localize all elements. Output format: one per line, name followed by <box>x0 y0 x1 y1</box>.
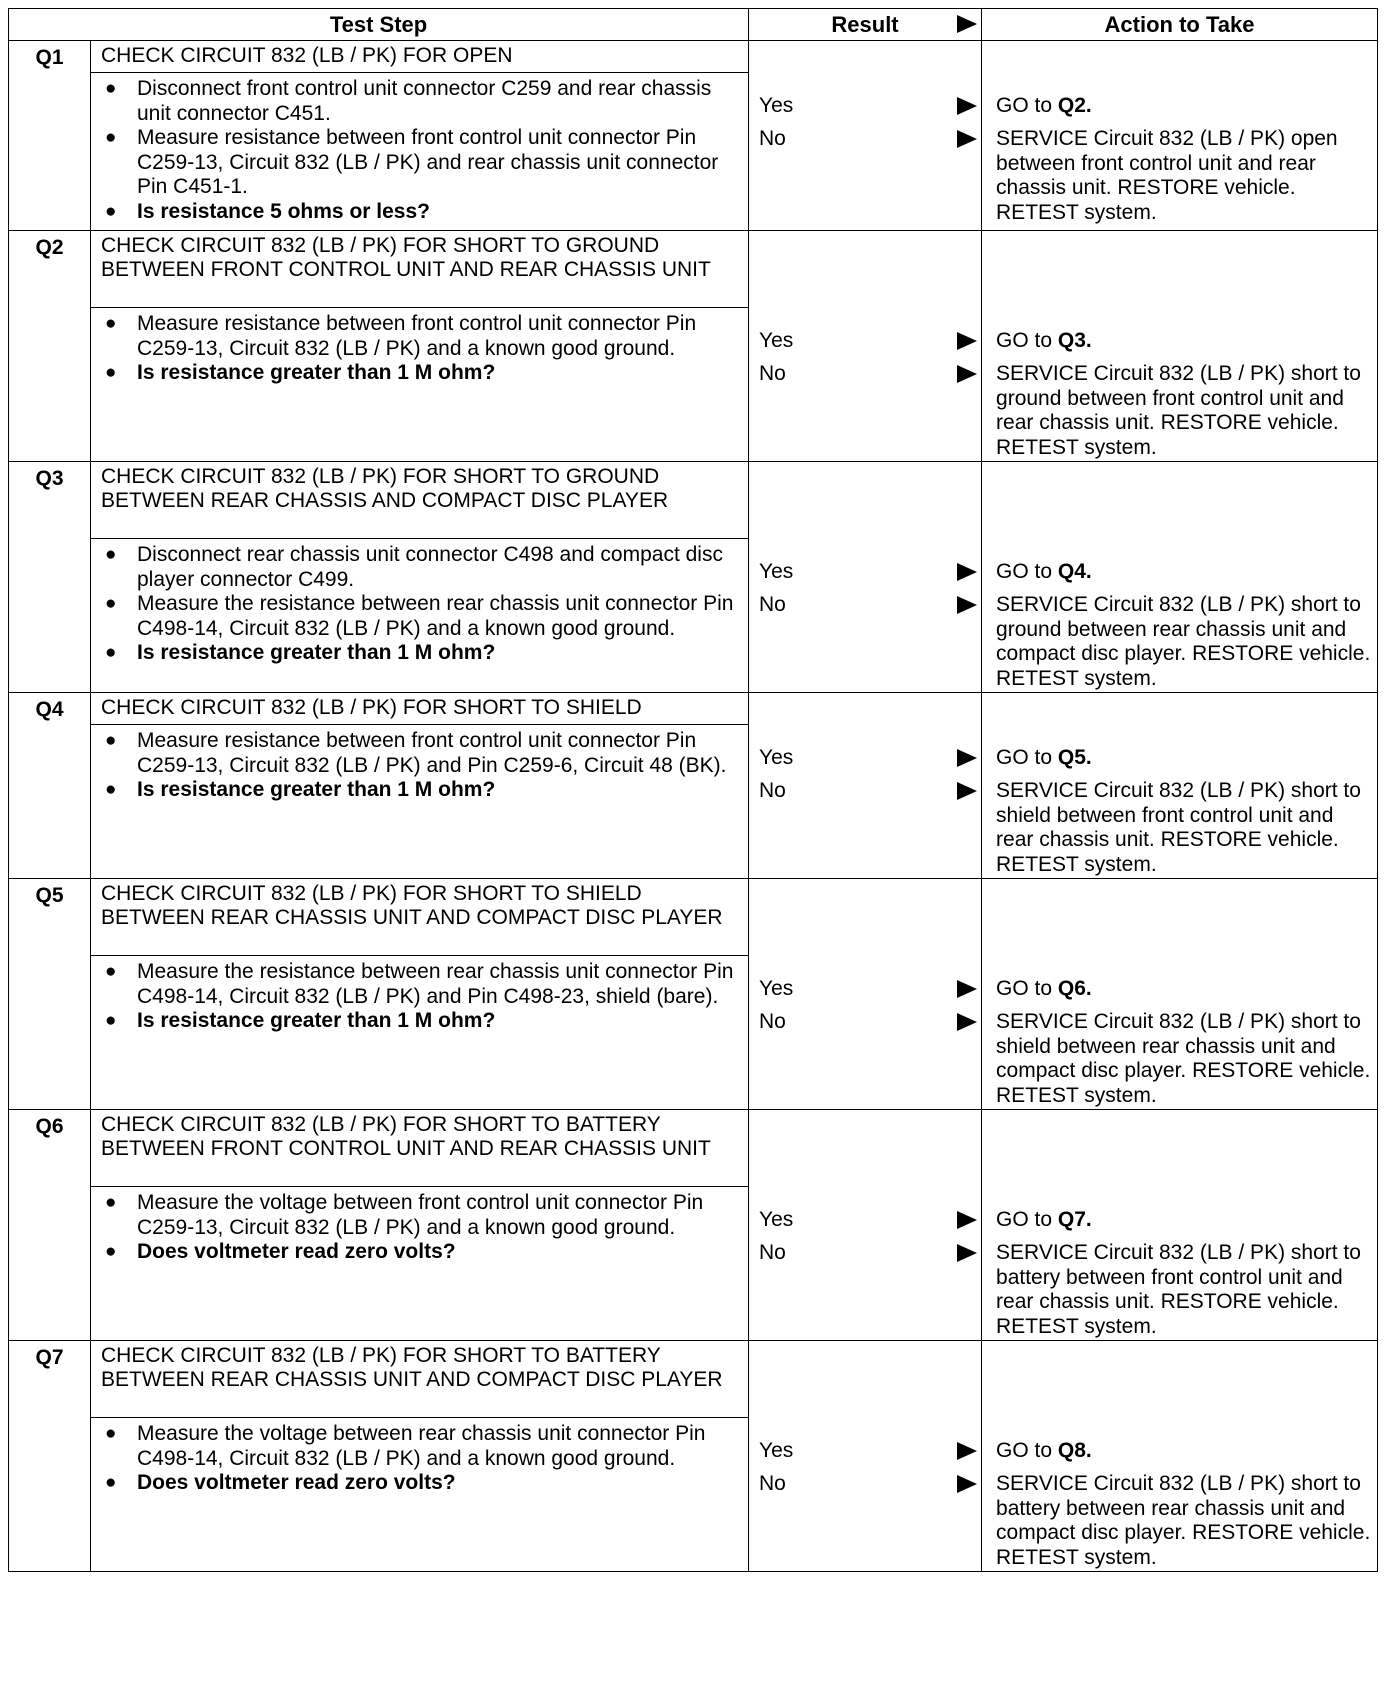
result-cell <box>749 231 982 462</box>
step-question: ● Is resistance 5 ohms or less? <box>101 200 742 225</box>
action-yes-prefix: GO to <box>996 329 1053 352</box>
result-cell <box>749 41 982 231</box>
action-yes-target: Q2. <box>1057 94 1092 117</box>
action-cell <box>982 693 1378 879</box>
step-id: Q5 <box>9 879 91 1110</box>
result-cell <box>749 879 982 1110</box>
right-arrow-icon <box>957 332 977 350</box>
action-yes-target: Q7. <box>1057 1208 1092 1231</box>
result-yes-label: Yes <box>759 329 794 352</box>
result-no-label: No <box>759 127 786 150</box>
action-no: SERVICE Circuit 832 (LB / PK) short to ground between rear chassis unit and compact disc player. RESTORE vehicle. RETEST system. <box>996 593 1371 690</box>
step-id: Q6 <box>9 1110 91 1341</box>
action-yes-target: Q3. <box>1057 329 1092 352</box>
right-arrow-icon <box>957 749 977 767</box>
step-bullet-list <box>101 77 742 224</box>
result-yes <box>759 745 981 771</box>
result-no-label: No <box>759 1241 786 1264</box>
action-yes-prefix: GO to <box>996 1208 1053 1231</box>
step-question: ● Is resistance greater than 1 M ohm? <box>101 361 742 386</box>
action-yes-prefix: GO to <box>996 746 1053 769</box>
step-instructions <box>91 539 749 693</box>
step-instructions <box>91 73 749 231</box>
result-no-label: No <box>759 362 786 385</box>
result-yes-label: Yes <box>759 746 794 769</box>
step-title: CHECK CIRCUIT 832 (LB / PK) FOR OPEN <box>91 41 749 73</box>
step-bullet-list <box>101 729 742 803</box>
action-yes <box>996 1438 1373 1464</box>
action-cell <box>982 879 1378 1110</box>
step-instructions <box>91 956 749 1110</box>
step-question: ● Is resistance greater than 1 M ohm? <box>101 778 742 803</box>
result-yes-label: Yes <box>759 1208 794 1231</box>
step-title: CHECK CIRCUIT 832 (LB / PK) FOR SHORT TO BATTERY BETWEEN REAR CHASSIS UNIT AND COMPACT DISC PLAYER <box>91 1341 749 1418</box>
header-result <box>749 9 982 41</box>
action-yes-target: Q8. <box>1057 1439 1092 1462</box>
result-cell <box>749 1341 982 1572</box>
result-yes <box>759 559 981 585</box>
right-arrow-icon <box>957 365 977 383</box>
step-bullet-list <box>101 1422 742 1496</box>
step-question: ● Is resistance greater than 1 M ohm? <box>101 641 742 666</box>
step-instructions <box>91 725 749 879</box>
result-yes <box>759 1207 981 1233</box>
result-cell <box>749 462 982 693</box>
header-result-label: Result <box>831 11 899 37</box>
table-header-row <box>9 9 1378 41</box>
step-title: CHECK CIRCUIT 832 (LB / PK) FOR SHORT TO SHIELD <box>91 693 749 725</box>
action-yes <box>996 328 1373 354</box>
step-bullet-list <box>101 1191 742 1265</box>
step-title-row <box>9 693 1378 725</box>
result-no-label: No <box>759 593 786 616</box>
right-arrow-icon <box>957 1244 977 1262</box>
step-title-row <box>9 462 1378 539</box>
action-yes-target: Q5. <box>1057 746 1092 769</box>
step-title: CHECK CIRCUIT 832 (LB / PK) FOR SHORT TO GROUND BETWEEN FRONT CONTROL UNIT AND REAR CHASSIS UNIT <box>91 231 749 308</box>
step-bullet-list <box>101 312 742 386</box>
test-step-table-sheet <box>8 8 1377 1693</box>
step-question: ● Does voltmeter read zero volts? <box>101 1240 742 1265</box>
action-no: SERVICE Circuit 832 (LB / PK) short to battery between rear chassis unit and compact disc player. RESTORE vehicle. RETEST system. <box>996 1472 1371 1569</box>
result-no-label: No <box>759 1010 786 1033</box>
result-yes <box>759 1438 981 1464</box>
action-no: SERVICE Circuit 832 (LB / PK) short to battery between front control unit and rear chassis unit. RESTORE vehicle. RETEST system. <box>996 1241 1361 1338</box>
right-arrow-icon <box>957 563 977 581</box>
step-instructions <box>91 1418 749 1572</box>
step-instructions <box>91 1187 749 1341</box>
step-bullet-list <box>101 960 742 1034</box>
steps-body <box>9 41 1378 1572</box>
right-arrow-icon <box>957 15 977 33</box>
result-yes-label: Yes <box>759 560 794 583</box>
action-cell <box>982 1341 1378 1572</box>
step-title-row <box>9 231 1378 308</box>
action-yes <box>996 93 1373 119</box>
result-no-label: No <box>759 779 786 802</box>
action-yes <box>996 1207 1373 1233</box>
result-no <box>759 592 981 618</box>
step-bullet: ● Measure resistance between front control unit connector Pin C259-13, Circuit 832 (LB / PK) and a known good ground. <box>101 312 742 361</box>
result-no-label: No <box>759 1472 786 1495</box>
step-bullet: ● Measure the voltage between rear chassis unit connector Pin C498-14, Circuit 832 (LB / PK) and a known good ground. <box>101 1422 742 1471</box>
step-id: Q3 <box>9 462 91 693</box>
result-no <box>759 361 981 387</box>
step-bullet: ● Measure the voltage between front control unit connector Pin C259-13, Circuit 832 (LB / PK) and a known good ground. <box>101 1191 742 1240</box>
right-arrow-icon <box>957 130 977 148</box>
step-bullet: ● Measure the resistance between rear chassis unit connector Pin C498-14, Circuit 832 (LB / PK) and a known good ground. <box>101 592 742 641</box>
step-bullet-list <box>101 543 742 666</box>
action-yes-prefix: GO to <box>996 560 1053 583</box>
result-no <box>759 1471 981 1497</box>
step-bullet: ● Measure resistance between front control unit connector Pin C259-13, Circuit 832 (LB / PK) and Pin C259-6, Circuit 48 (BK). <box>101 729 742 778</box>
result-no <box>759 1009 981 1035</box>
step-id: Q4 <box>9 693 91 879</box>
header-test-step: Test Step <box>9 9 749 41</box>
result-yes <box>759 976 981 1002</box>
result-yes-label: Yes <box>759 94 794 117</box>
right-arrow-icon <box>957 1475 977 1493</box>
result-yes <box>759 93 981 119</box>
action-no: SERVICE Circuit 832 (LB / PK) short to ground between front control unit and rear chassis unit. RESTORE vehicle. RETEST system. <box>996 362 1361 459</box>
result-cell <box>749 693 982 879</box>
action-yes <box>996 745 1373 771</box>
step-question: ● Is resistance greater than 1 M ohm? <box>101 1009 742 1034</box>
action-cell <box>982 231 1378 462</box>
right-arrow-icon <box>957 596 977 614</box>
result-yes-label: Yes <box>759 1439 794 1462</box>
action-no: SERVICE Circuit 832 (LB / PK) open between front control unit and rear chassis unit. RESTORE vehicle. RETEST system. <box>996 127 1338 224</box>
action-yes-prefix: GO to <box>996 1439 1053 1462</box>
right-arrow-icon <box>957 1013 977 1031</box>
step-bullet: ● Measure resistance between front control unit connector Pin C259-13, Circuit 832 (LB / PK) and rear chassis unit connector Pin C451-1. <box>101 126 742 200</box>
action-cell <box>982 41 1378 231</box>
test-step-table <box>8 8 1378 1572</box>
step-bullet: ● Disconnect front control unit connector C259 and rear chassis unit connector C451. <box>101 77 742 126</box>
right-arrow-icon <box>957 1211 977 1229</box>
step-title-row <box>9 1110 1378 1187</box>
action-no: SERVICE Circuit 832 (LB / PK) short to shield between rear chassis unit and compact disc player. RESTORE vehicle. RETEST system. <box>996 1010 1371 1107</box>
step-title: CHECK CIRCUIT 832 (LB / PK) FOR SHORT TO GROUND BETWEEN REAR CHASSIS AND COMPACT DISC PLAYER <box>91 462 749 539</box>
action-no: SERVICE Circuit 832 (LB / PK) short to shield between front control unit and rear chassis unit. RESTORE vehicle. RETEST system. <box>996 779 1361 876</box>
action-cell <box>982 462 1378 693</box>
action-yes-target: Q4. <box>1057 560 1092 583</box>
step-question: ● Does voltmeter read zero volts? <box>101 1471 742 1496</box>
result-yes-label: Yes <box>759 977 794 1000</box>
action-yes-prefix: GO to <box>996 94 1053 117</box>
step-id: Q1 <box>9 41 91 231</box>
right-arrow-icon <box>957 97 977 115</box>
right-arrow-icon <box>957 1442 977 1460</box>
action-cell <box>982 1110 1378 1341</box>
result-no <box>759 778 981 804</box>
result-no <box>759 1240 981 1266</box>
step-instructions <box>91 308 749 462</box>
step-bullet: ● Disconnect rear chassis unit connector C498 and compact disc player connector C499. <box>101 543 742 592</box>
step-title-row <box>9 879 1378 956</box>
step-bullet: ● Measure the resistance between rear chassis unit connector Pin C498-14, Circuit 832 (LB / PK) and Pin C498-23, shield (bare). <box>101 960 742 1009</box>
step-title: CHECK CIRCUIT 832 (LB / PK) FOR SHORT TO BATTERY BETWEEN FRONT CONTROL UNIT AND REAR CHASSIS UNIT <box>91 1110 749 1187</box>
step-title: CHECK CIRCUIT 832 (LB / PK) FOR SHORT TO SHIELD BETWEEN REAR CHASSIS UNIT AND COMPACT DISC PLAYER <box>91 879 749 956</box>
result-yes <box>759 328 981 354</box>
action-yes-prefix: GO to <box>996 977 1053 1000</box>
action-yes-target: Q6. <box>1057 977 1092 1000</box>
step-title-row <box>9 41 1378 73</box>
right-arrow-icon <box>957 782 977 800</box>
step-title-row <box>9 1341 1378 1418</box>
action-yes <box>996 976 1373 1002</box>
step-id: Q2 <box>9 231 91 462</box>
result-cell <box>749 1110 982 1341</box>
right-arrow-icon <box>957 980 977 998</box>
action-yes <box>996 559 1373 585</box>
step-id: Q7 <box>9 1341 91 1572</box>
result-no <box>759 126 981 152</box>
header-action: Action to Take <box>982 9 1378 41</box>
